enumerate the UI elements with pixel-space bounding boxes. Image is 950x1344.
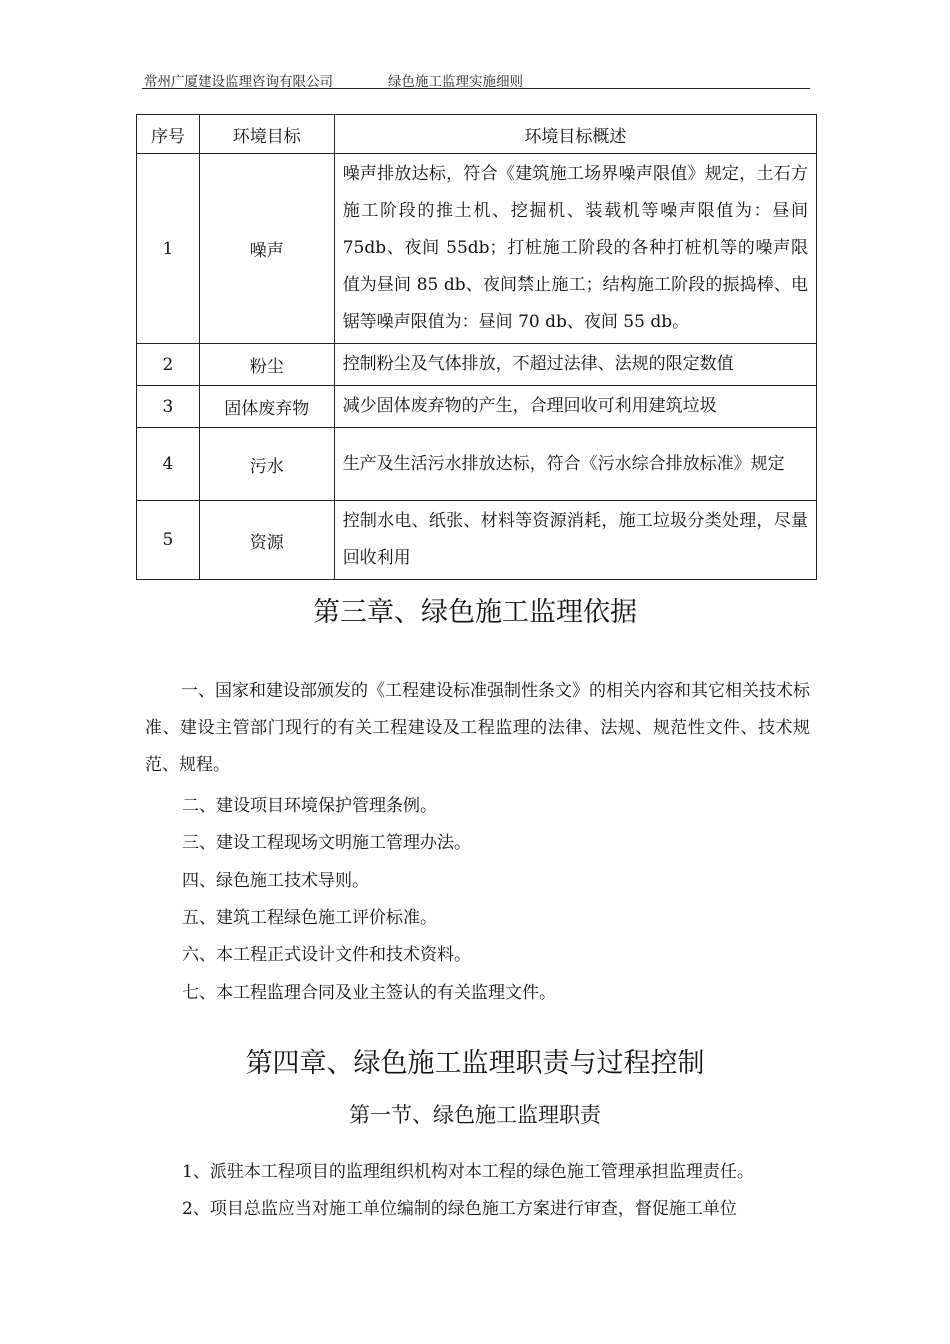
header-target: 环境目标 (199, 115, 334, 154)
row-no: 3 (137, 386, 200, 428)
row-target: 噪声 (199, 154, 334, 344)
table-row (137, 428, 817, 501)
row-desc: 控制水电、纸张、材料等资源消耗，施工垃圾分类处理，尽量回收利用 (334, 501, 816, 580)
row-no: 5 (137, 501, 200, 580)
chapter3-item-6: 六、本工程正式设计文件和技术资料。 (182, 945, 471, 965)
table-row (137, 344, 817, 386)
row-target: 资源 (199, 501, 334, 580)
table-row (137, 386, 817, 428)
chapter3-item-7: 七、本工程监理合同及业主签认的有关监理文件。 (182, 983, 556, 1003)
page-header (142, 68, 810, 89)
row-target: 固体废弃物 (199, 386, 334, 428)
row-desc: 噪声排放达标，符合《建筑施工场界噪声限值》规定，土石方施工阶段的推土机、挖掘机、装载机等噪声限值为：昼间 75db、夜间 55db；打桩施工阶段的各种打桩机等的噪声限值为昼间 85 db、夜间禁止施工；结构施工阶段的振捣棒、电锯等噪声限值为：昼间 70 db、夜间 55 db。 (334, 154, 816, 344)
chapter4-item-2: 2、项目总监应当对施工单位编制的绿色施工方案进行审查，督促施工单位 (182, 1199, 737, 1219)
chapter4-item-1: 1、派驻本工程项目的监理组织机构对本工程的绿色施工管理承担监理责任。 (182, 1162, 754, 1182)
chapter3-item-1: 一、国家和建设部颁发的《工程建设标准强制性条文》的相关内容和其它相关技术标准、建设主管部门现行的有关工程建设及工程监理的法律、法规、规范性文件、技术规范、规程。 (145, 681, 810, 775)
chapter3-title: 第三章、绿色施工监理依据 (313, 597, 637, 628)
table-row (137, 501, 817, 580)
row-desc: 生产及生活污水排放达标，符合《污水综合排放标准》规定 (334, 428, 816, 501)
row-no: 4 (137, 428, 200, 501)
table-row (137, 154, 817, 344)
row-desc: 控制粉尘及气体排放，不超过法律、法规的限定数值 (334, 344, 816, 386)
header-desc: 环境目标概述 (334, 115, 816, 154)
company-name: 常州广厦建设监理咨询有限公司 (144, 74, 333, 90)
row-desc: 减少固体废弃物的产生，合理回收可利用建筑垃圾 (334, 386, 816, 428)
row-target: 粉尘 (199, 344, 334, 386)
document-title: 绿色施工监理实施细则 (388, 74, 523, 90)
header-no: 序号 (137, 115, 200, 154)
section1-title: 第一节、绿色施工监理职责 (349, 1103, 601, 1127)
chapter3-item-2: 二、建设项目环境保护管理条例。 (182, 796, 437, 816)
chapter3-item-5: 五、建筑工程绿色施工评价标准。 (182, 908, 437, 928)
chapter3-item-3: 三、建设工程现场文明施工管理办法。 (182, 833, 471, 853)
row-no: 1 (137, 154, 200, 344)
row-no: 2 (137, 344, 200, 386)
chapter3-item-4: 四、绿色施工技术导则。 (182, 871, 369, 891)
chapter4-title: 第四章、绿色施工监理职责与过程控制 (245, 1048, 705, 1079)
row-target: 污水 (199, 428, 334, 501)
table-header-row (137, 115, 817, 154)
environment-goals-table (136, 114, 817, 580)
